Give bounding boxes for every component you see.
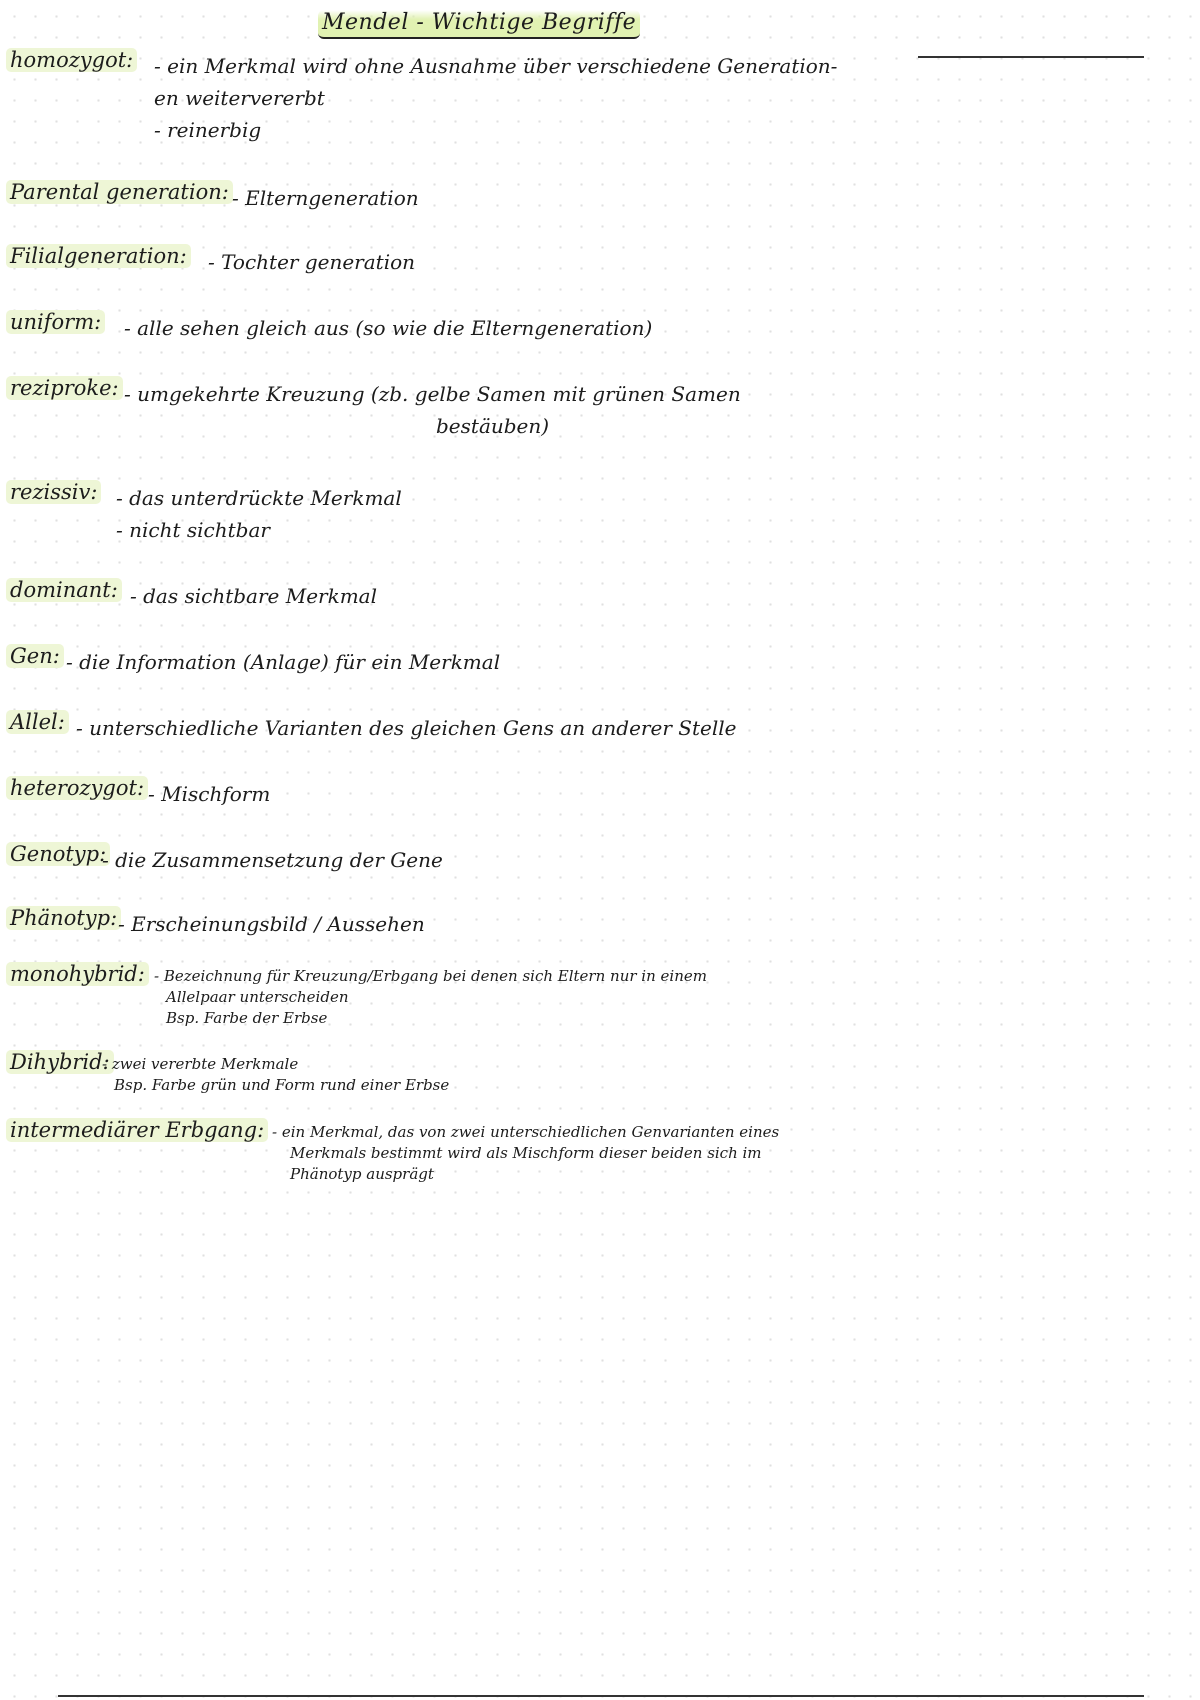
term-rezissiv: rezissiv: [6,480,101,504]
page-title: Mendel - Wichtige Begriffe [318,10,640,39]
definition-line: - umgekehrte Kreuzung (zb. gelbe Samen mit grünen Samen [124,382,741,406]
definition-line: - ein Merkmal, das von zwei unterschiedlichen Genvarianten eines [272,1123,780,1141]
term-dihybrid: Dihybrid: [6,1050,114,1074]
top-divider [918,56,1144,58]
definition-phaenotyp [118,908,425,940]
definition-reziproke [124,378,741,442]
definition-homozygot [154,50,837,146]
definition-genotyp [102,844,443,876]
definition-line: Allelpaar unterscheiden [166,988,349,1006]
definition-parental-generation [232,182,419,214]
term-dominant: dominant: [6,578,122,602]
definition-allel [76,712,736,744]
bottom-divider [58,1695,1144,1697]
definition-line: Phänotyp ausprägt [290,1165,434,1183]
definition-line: - unterschiedliche Varianten des gleichen Gens an anderer Stelle [76,716,737,740]
definition-line: - Bezeichnung für Kreuzung/Erbgang bei denen sich Eltern nur in einem [154,967,707,985]
definition-uniform [124,312,652,344]
definition-line: - ein Merkmal wird ohne Ausnahme über verschiedene Generation- [154,54,838,78]
definition-line: Bsp. Farbe der Erbse [166,1009,328,1027]
definition-line: - nicht sichtbar [116,518,270,542]
definition-filialgeneration [208,246,415,278]
term-phaenotyp: Phänotyp: [6,906,121,930]
term-monohybrid: monohybrid: [6,962,149,986]
term-reziproke: reziproke: [6,376,123,400]
definition-line: - die Information (Anlage) für ein Merkmal [66,650,501,674]
definition-dominant [130,580,377,612]
definition-line: - Mischform [148,782,271,806]
definition-line: - reinerbig [154,118,262,142]
term-uniform: uniform: [6,310,105,334]
definition-gen [66,646,500,678]
term-filialgeneration: Filialgeneration: [6,244,191,268]
definition-line: - Erscheinungsbild / Aussehen [118,912,425,936]
term-heterozygot: heterozygot: [6,776,148,800]
definition-line: - zwei vererbte Merkmale [102,1055,299,1073]
term-parental-generation: Parental generation: [6,180,233,204]
term-gen: Gen: [6,644,64,668]
definition-line: Bsp. Farbe grün und Form rund einer Erbse [114,1076,450,1094]
definition-dihybrid [102,1054,449,1096]
term-allel: Allel: [6,710,69,734]
term-intermediaerer-erbgang: intermediärer Erbgang: [6,1118,268,1142]
definition-rezissiv [116,482,402,546]
definition-heterozygot [148,778,270,810]
definition-line: en weitervererbt [154,86,325,110]
definition-line: Merkmals bestimmt wird als Mischform dieser beiden sich im [290,1144,762,1162]
definition-line: - alle sehen gleich aus (so wie die Elterngeneration) [124,316,653,340]
definition-line: - das unterdrückte Merkmal [116,486,402,510]
definition-line: - Elterngeneration [232,186,419,210]
definition-monohybrid [154,966,707,1029]
term-homozygot: homozygot: [6,48,137,72]
definition-line: - Tochter generation [208,250,416,274]
term-genotyp: Genotyp: [6,842,110,866]
definition-line: bestäuben) [436,414,550,438]
definition-intermediaerer-erbgang [272,1122,779,1185]
definition-line: - das sichtbare Merkmal [130,584,378,608]
definition-line: - die Zusammensetzung der Gene [102,848,443,872]
